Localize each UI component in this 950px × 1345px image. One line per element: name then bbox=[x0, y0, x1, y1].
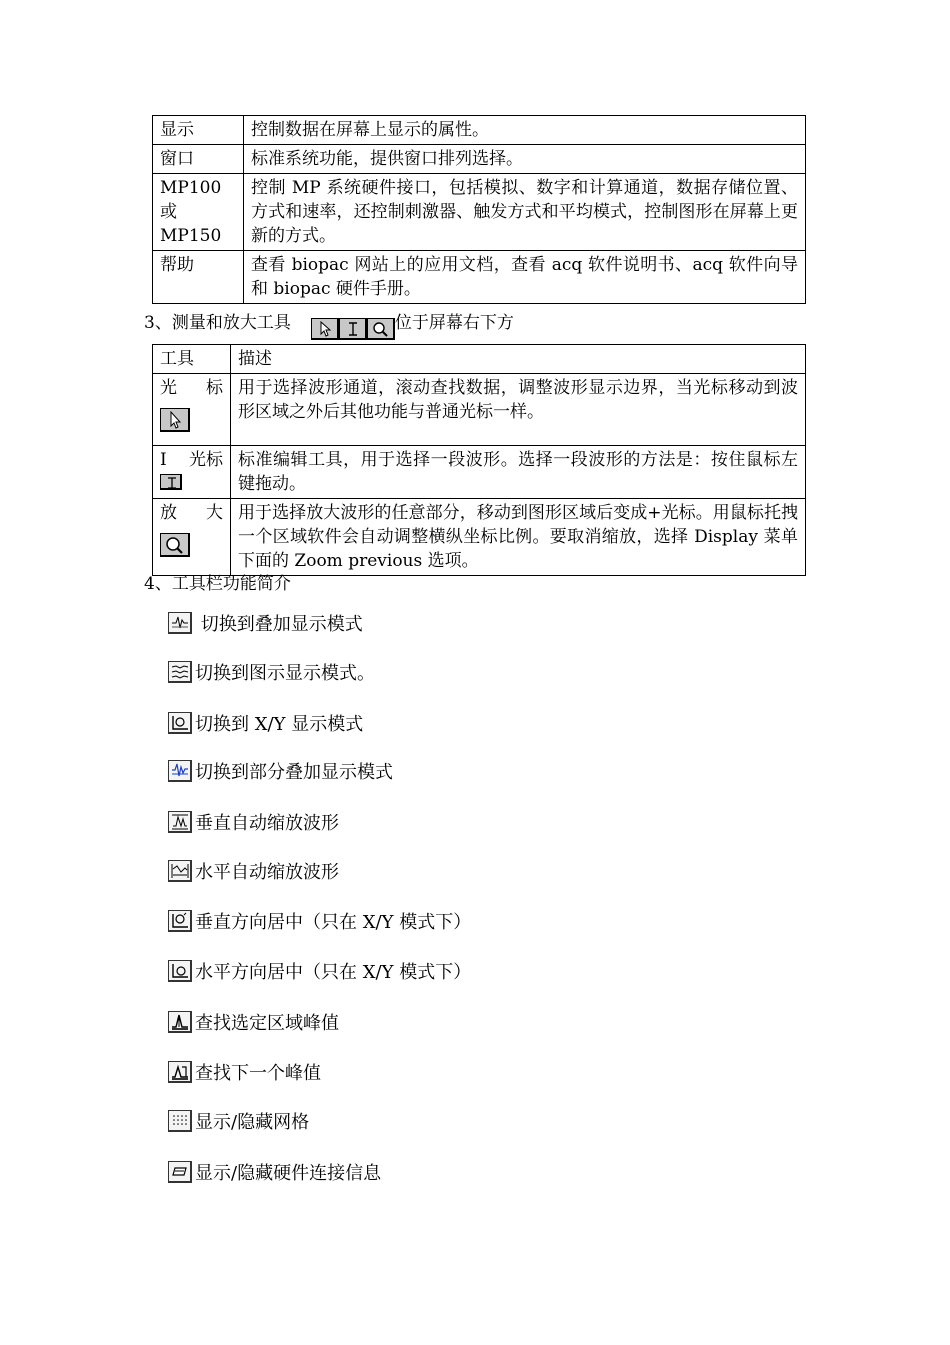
i-beam-icon bbox=[160, 474, 182, 490]
toolbar-item-label: 切换到部分叠加显示模式 bbox=[195, 762, 393, 783]
tool-name-part: 标 bbox=[206, 378, 223, 398]
menu-name-cell: 帮助 bbox=[153, 251, 244, 304]
i-beam-icon bbox=[339, 318, 367, 340]
section-3-title: 3、测量和放大工具 bbox=[144, 313, 291, 333]
toolbar-item-horizontal-center bbox=[168, 958, 471, 984]
tool-description-cell: 标准编辑工具，用于选择一段波形。选择一段波形的方法是：按住鼠标左键拖动。 bbox=[231, 446, 806, 499]
toolbar-item-label: 垂直自动缩放波形 bbox=[195, 813, 339, 834]
toolbar-item-label: 切换到 X/Y 显示模式 bbox=[195, 714, 364, 735]
tool-name-part: 大 bbox=[206, 503, 223, 523]
toolbar-item-chart bbox=[168, 659, 375, 685]
table-row bbox=[153, 499, 806, 576]
tool-name-cell bbox=[153, 374, 231, 446]
section-3-suffix: 位于屏幕右下方 bbox=[394, 313, 514, 333]
toolbar-item-overlap bbox=[168, 610, 363, 636]
tool-name-part: I bbox=[160, 450, 167, 470]
toolbar-item-grid bbox=[168, 1108, 309, 1134]
toolbar-item-next-peak bbox=[168, 1059, 321, 1085]
grid-icon bbox=[168, 1110, 192, 1132]
vertical-center-icon bbox=[168, 910, 192, 932]
toolbar-item-label: 查找选定区域峰值 bbox=[195, 1013, 339, 1034]
xy-mode-icon bbox=[168, 712, 192, 734]
chart-mode-icon bbox=[168, 661, 192, 683]
find-peak-icon bbox=[168, 1011, 192, 1033]
next-peak-icon bbox=[168, 1061, 192, 1083]
zoom-icon bbox=[160, 533, 190, 557]
toolbar-item-label: 切换到叠加显示模式 bbox=[195, 614, 363, 635]
toolbar-item-label: 水平方向居中（只在 X/Y 模式下） bbox=[195, 962, 472, 983]
tool-name-cell bbox=[153, 446, 231, 499]
table-row bbox=[153, 145, 806, 174]
tool-description-cell: 用于选择波形通道，滚动查找数据，调整波形显示边界，当光标移动到波形区域之外后其他功能与普通光标一样。 bbox=[231, 374, 806, 446]
table-row bbox=[153, 374, 806, 446]
table-row bbox=[153, 116, 806, 145]
toolbar-item-label: 垂直方向居中（只在 X/Y 模式下） bbox=[195, 912, 472, 933]
toolbar-item-horizontal-autoscale bbox=[168, 858, 339, 884]
tool-description-table bbox=[152, 344, 806, 576]
menu-name-cell: 窗口 bbox=[153, 145, 244, 174]
header-tool: 工具 bbox=[153, 345, 231, 374]
tool-name-cell bbox=[153, 499, 231, 576]
arrow-cursor-icon bbox=[311, 318, 339, 340]
horizontal-autoscale-icon bbox=[168, 860, 192, 882]
toolbar-item-partial-overlap bbox=[168, 758, 393, 784]
toolbar-item-hardware-info bbox=[168, 1159, 381, 1185]
toolbar-item-find-peak bbox=[168, 1009, 339, 1035]
menu-description-table bbox=[152, 115, 806, 304]
menu-description-cell: 标准系统功能，提供窗口排列选择。 bbox=[244, 145, 806, 174]
menu-name-cell: 显示 bbox=[153, 116, 244, 145]
menu-description-cell: 查看 biopac 网站上的应用文档，查看 acq 软件说明书、acq 软件向导和 biopac 硬件手册。 bbox=[244, 251, 806, 304]
toolbar-item-vertical-autoscale bbox=[168, 809, 339, 835]
hardware-info-icon bbox=[168, 1161, 192, 1183]
header-description: 描述 bbox=[231, 345, 806, 374]
tool-name-part: 光标 bbox=[189, 450, 223, 470]
table-row bbox=[153, 251, 806, 304]
section-4-title: 4、工具栏功能简介 bbox=[144, 574, 291, 594]
toolbar-item-label: 水平自动缩放波形 bbox=[195, 862, 339, 883]
menu-name-cell: MP100 或 MP150 bbox=[153, 174, 244, 251]
overlap-mode-icon bbox=[168, 612, 192, 634]
vertical-autoscale-icon bbox=[168, 811, 192, 833]
zoom-icon bbox=[367, 318, 395, 340]
measure-tool-strip bbox=[311, 316, 395, 340]
menu-description-cell: 控制数据在屏幕上显示的属性。 bbox=[244, 116, 806, 145]
menu-description-cell: 控制 MP 系统硬件接口，包括模拟、数字和计算通道，数据存储位置、方式和速率，还控制刺激器、触发方式和平均模式，控制图形在屏幕上更新的方式。 bbox=[244, 174, 806, 251]
table-row bbox=[153, 174, 806, 251]
partial-overlap-icon bbox=[168, 760, 192, 782]
toolbar-item-xy bbox=[168, 710, 363, 736]
arrow-cursor-icon bbox=[160, 408, 190, 432]
toolbar-item-label: 显示/隐藏网格 bbox=[195, 1112, 310, 1133]
tool-name-part: 光 bbox=[160, 378, 177, 398]
table-row bbox=[153, 446, 806, 499]
toolbar-item-label: 切换到图示显示模式。 bbox=[195, 663, 375, 684]
horizontal-center-icon bbox=[168, 960, 192, 982]
section-3-heading bbox=[144, 311, 514, 340]
tool-name-part: 放 bbox=[160, 503, 177, 523]
tool-description-cell: 用于选择放大波形的任意部分，移动到图形区域后变成+光标。用鼠标托拽一个区域软件会自动调整横纵坐标比例。要取消缩放，选择 Display 菜单下面的 Zoom previous 选项。 bbox=[231, 499, 806, 576]
toolbar-item-label: 显示/隐藏硬件连接信息 bbox=[195, 1163, 382, 1184]
toolbar-item-label: 查找下一个峰值 bbox=[195, 1063, 321, 1084]
toolbar-item-vertical-center bbox=[168, 908, 471, 934]
table-header-row bbox=[153, 345, 806, 374]
